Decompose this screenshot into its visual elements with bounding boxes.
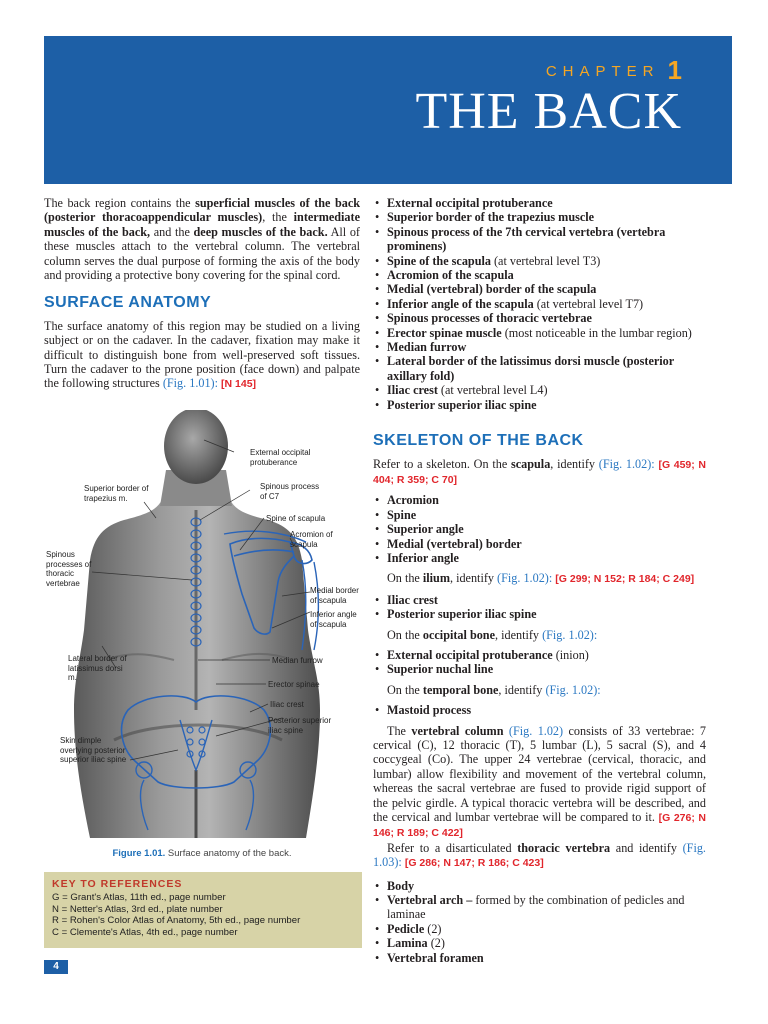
list-item: • Spinous process of the 7th cervical vertebra (vertebra prominens)	[373, 225, 706, 254]
label-external-occipital: External occipital protuberance	[250, 448, 311, 467]
label-iliac-crest: Iliac crest	[270, 700, 304, 709]
head-shape	[164, 410, 228, 484]
scapula-list	[373, 493, 706, 565]
key-line: N = Netter's Atlas, 3rd ed., plate number	[52, 903, 223, 915]
label-posterior-superior-iliac-spine: Posterior superior iliac spine	[268, 716, 332, 735]
figure-link[interactable]: (Fig. 1.02):	[598, 456, 655, 471]
list-item: • Lateral border of the latissimus dorsi muscle (posterior axillary fold)	[373, 354, 706, 383]
label-acromion: Acromion of scapula	[290, 530, 333, 549]
label-erector-spinae: Erector spinae	[268, 680, 320, 689]
label-spinous-process-c7: Spinous process of C7	[260, 482, 320, 501]
list-item: • Acromion of the scapula	[373, 268, 706, 282]
occipital-list	[373, 648, 706, 677]
list-item: • Spine	[373, 508, 706, 522]
label-superior-border-trapezius: Superior border of trapezius m.	[84, 484, 149, 503]
list-item: • Vertebral arch – formed by the combination of pedicles and laminae	[373, 893, 706, 922]
chapter-label: CHAPTER 1	[545, 55, 682, 85]
list-item: • Vertebral foramen	[373, 951, 706, 965]
list-item: • Erector spinae muscle (most noticeable in the lumbar region)	[373, 326, 706, 340]
left-column	[44, 196, 360, 392]
list-item: • Spine of the scapula (at vertebral level T3)	[373, 254, 706, 268]
chapter-number: 1	[667, 55, 682, 85]
list-item: • External occipital protuberance (inion)	[373, 648, 706, 662]
list-item: • Superior angle	[373, 522, 706, 536]
key-line: G = Grant's Atlas, 11th ed., page number	[52, 892, 226, 903]
intro-paragraph: The back region contains the superficial muscles of the back (posterior thoracoappendicular muscles), the intermediate muscles of the back, and the deep muscles of the back. All of these muscles attach to the vertebral column. The vertebral column serves the dual purpose of forming the axis of the body and providing a protective bony covering for the spinal cord.	[44, 196, 361, 283]
figure-link[interactable]: (Fig. 1.03):	[373, 840, 706, 870]
figure-link[interactable]: (Fig. 1.02):	[497, 571, 553, 586]
chapter-title: THE BACK	[415, 83, 682, 140]
atlas-reference: [G 299; N 152; R 184; C 249]	[555, 573, 695, 586]
page-number: 4	[44, 960, 68, 974]
list-item: • Superior nuchal line	[373, 662, 706, 676]
surface-anatomy-paragraph: The surface anatomy of this region may be studied on a living subject or on the cadaver. In the cadaver, fixation may make it difficult to distinguish bone from well-preserved soft tissues. Turn the cadaver to the prone position (face down) and palpate the following structures (Fig. 1.01): [N 145]	[44, 318, 360, 391]
list-item: • Iliac crest (at vertebral level L4)	[373, 383, 706, 397]
list-item: • External occipital protuberance	[373, 196, 706, 210]
list-item: • Pedicle (2)	[373, 922, 706, 936]
label-spine-of-scapula: Spine of scapula	[266, 514, 326, 523]
figure-surface-anatomy	[44, 410, 360, 838]
key-line: R = Rohen's Color Atlas of Anatomy, 5th ed., page number	[52, 915, 301, 926]
list-item: • Superior border of the trapezius muscle	[373, 210, 706, 224]
temporal-list	[373, 703, 706, 717]
right-column	[373, 196, 706, 965]
thoracic-vertebra-list	[373, 879, 706, 965]
ilium-intro: On the ilium, identify (Fig. 1.02): [G 299; N 152; R 184; C 249]	[387, 571, 695, 586]
atlas-reference: [G 459; N 404; R 359; C 70]	[373, 458, 706, 486]
label-medial-border: Medial border of scapula	[310, 586, 359, 605]
label-skin-dimple: Skin dimple overlying posterior superior iliac spine	[60, 736, 127, 764]
occipital-intro: On the occipital bone, identify (Fig. 1.02):	[387, 627, 598, 642]
figure-link[interactable]: (Fig. 1.02):	[542, 627, 598, 642]
list-item: • Median furrow	[373, 340, 706, 354]
list-item: • Inferior angle	[373, 551, 706, 565]
scapula-intro: Refer to a skeleton. On the scapula, identify (Fig. 1.02): [G 459; N 404; R 359; C 70]	[373, 456, 706, 486]
figure-caption: Figure 1.01. Surface anatomy of the back.	[112, 848, 292, 859]
list-item: • Inferior angle of the scapula (at vertebral level T7)	[373, 297, 706, 311]
surface-anatomy-heading: SURFACE ANATOMY	[44, 294, 212, 312]
atlas-reference: [N 145]	[221, 378, 257, 391]
surface-structures-list	[373, 196, 706, 412]
thoracic-intro: Refer to a disarticulated thoracic vertebra and identify (Fig. 1.03): [G 286; N 147; R 186; C 423]	[373, 840, 706, 870]
list-item: • Body	[373, 879, 706, 893]
key-title: KEY TO REFERENCES	[52, 878, 183, 890]
label-spinous-thoracic: Spinous processes of thoracic vertebrae	[46, 550, 92, 588]
label-inferior-angle: Inferior angle of scapula	[310, 610, 357, 629]
list-item: • Acromion	[373, 493, 706, 507]
key-line: C = Clemente's Atlas, 4th ed., page number	[52, 926, 238, 938]
list-item: • Medial (vertebral) border	[373, 537, 706, 551]
list-item: • Posterior superior iliac spine	[373, 607, 706, 621]
list-item: • Posterior superior iliac spine	[373, 398, 706, 412]
figure-link[interactable]: (Fig. 1.02):	[545, 682, 601, 697]
list-item: • Iliac crest	[373, 593, 706, 607]
atlas-reference: [G 276; N 146; R 189; C 422]	[373, 812, 706, 840]
list-item: • Medial (vertebral) border of the scapula	[373, 282, 706, 296]
list-item: • Lamina (2)	[373, 936, 706, 950]
list-item: • Mastoid process	[373, 703, 706, 717]
figure-link[interactable]: (Fig. 1.01):	[162, 376, 218, 391]
label-lateral-border-latissimus: Lateral border of latissimus dorsi m.	[68, 654, 127, 682]
key-to-references-box	[44, 872, 362, 948]
list-item: • Spinous processes of thoracic vertebrae	[373, 311, 706, 325]
skeleton-heading: SKELETON OF THE BACK	[373, 432, 584, 450]
ilium-list	[373, 593, 706, 622]
vertebral-column-paragraph: The vertebral column (Fig. 1.02) consists of 33 vertebrae: 7 cervical (C), 12 thoracic (T), 5 lumbar (L), 5 sacral (S), and 4 coccygeal (Co). The upper 24 vertebrae (cervical, thoracic, and lumbar) allow flexibility and movement of the vertebral column, whereas the sacral vertebrae are fused to provide rigid support of the pelvic girdle. A typical thoracic vertebra will be described, and the cervical and lumbar vertebrae will be compared to it. [G 276; N 146; R 189; C 422]	[373, 723, 707, 840]
label-median-furrow: Median furrow	[272, 656, 323, 665]
atlas-reference: [G 286; N 147; R 186; C 423]	[404, 857, 544, 870]
temporal-intro: On the temporal bone, identify (Fig. 1.02):	[387, 682, 601, 697]
figure-link[interactable]: (Fig. 1.02)	[508, 723, 564, 738]
